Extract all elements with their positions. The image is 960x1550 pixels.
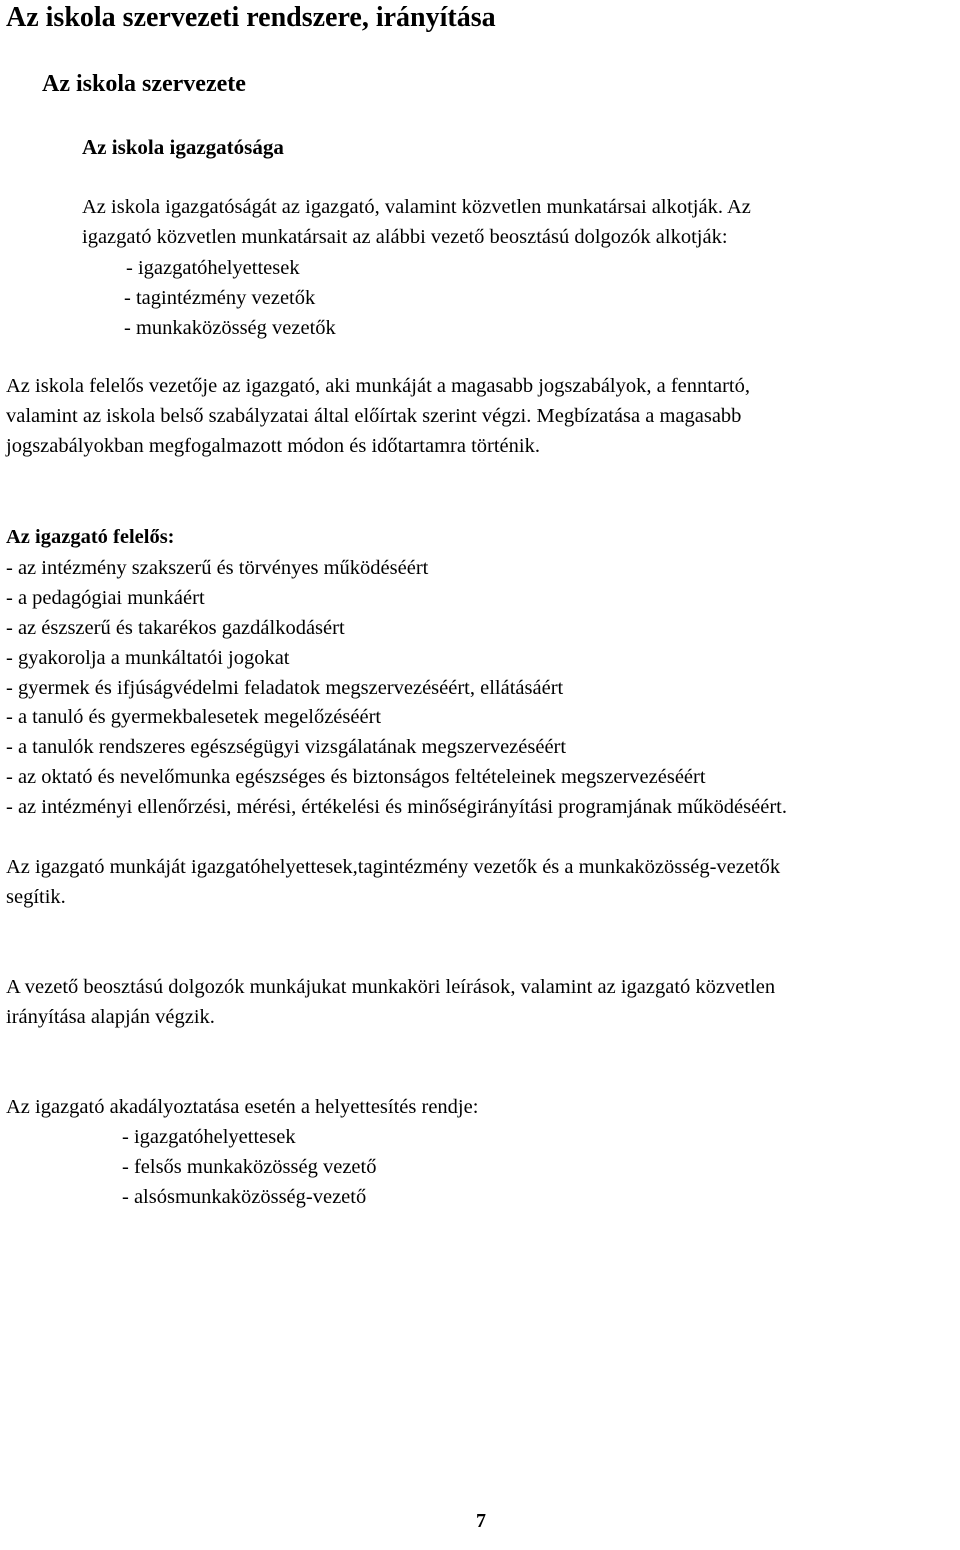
list-item: - az intézményi ellenőrzési, mérési, értékelési és minőségirányítási programjának működéséért. [6, 796, 787, 818]
list-item: - az intézmény szakszerű és törvényes működéséért [6, 557, 429, 579]
main-heading: Az iskola szervezeti rendszere, irányítása [6, 2, 496, 33]
list-item: - munkaközösség vezetők [124, 317, 336, 339]
list-item: - gyakorolja a munkáltatói jogokat [6, 647, 290, 669]
subsection-heading: Az iskola igazgatósága [82, 135, 284, 159]
paragraph-line: irányítása alapján végzik. [6, 1006, 215, 1028]
page-number: 7 [476, 1510, 486, 1532]
section-heading: Az iskola szervezete [42, 71, 246, 97]
paragraph-line: Az igazgató munkáját igazgatóhelyettesek,tagintézmény vezetők és a munkaközösség-vezetők [6, 856, 781, 878]
list-item: - tagintézmény vezetők [124, 287, 316, 309]
list-item: - alsósmunkaközösség-vezető [122, 1186, 367, 1208]
list-item: - a tanuló és gyermekbalesetek megelőzéséért [6, 706, 382, 728]
paragraph-line: jogszabályokban megfogalmazott módon és időtartamra történik. [6, 435, 540, 457]
list-item: - felsős munkaközösség vezető [122, 1156, 377, 1178]
list-item: - gyermek és ifjúságvédelmi feladatok megszervezéséért, ellátásáért [6, 677, 564, 699]
paragraph-line: Az iskola felelős vezetője az igazgató, aki munkáját a magasabb jogszabályok, a fenntartó, [6, 375, 750, 397]
list-item: - az oktató és nevelőmunka egészséges és biztonságos feltételeinek megszervezéséért [6, 766, 706, 788]
paragraph-line: A vezető beosztású dolgozók munkájukat munkaköri leírások, valamint az igazgató közvetlen [6, 976, 776, 998]
substitution-title: Az igazgató akadályoztatása esetén a helyettesítés rendje: [6, 1096, 479, 1118]
list-item: - igazgatóhelyettesek [122, 1126, 296, 1148]
paragraph-line: valamint az iskola belső szabályzatai által előírtak szerint végzi. Megbízatása a magasabb [6, 405, 742, 427]
paragraph-line: segítik. [6, 886, 66, 908]
intro-line: Az iskola igazgatóságát az igazgató, valamint közvetlen munkatársai alkotják. Az [82, 196, 751, 218]
intro-line: igazgató közvetlen munkatársait az alábbi vezető beosztású dolgozók alkotják: [82, 226, 728, 248]
list-item: - igazgatóhelyettesek [126, 257, 300, 279]
list-item: - a pedagógiai munkáért [6, 587, 205, 609]
list-item: - a tanulók rendszeres egészségügyi vizsgálatának megszervezéséért [6, 736, 567, 758]
list-item: - az észszerű és takarékos gazdálkodásért [6, 617, 345, 639]
responsibility-title: Az igazgató felelős: [6, 526, 175, 548]
